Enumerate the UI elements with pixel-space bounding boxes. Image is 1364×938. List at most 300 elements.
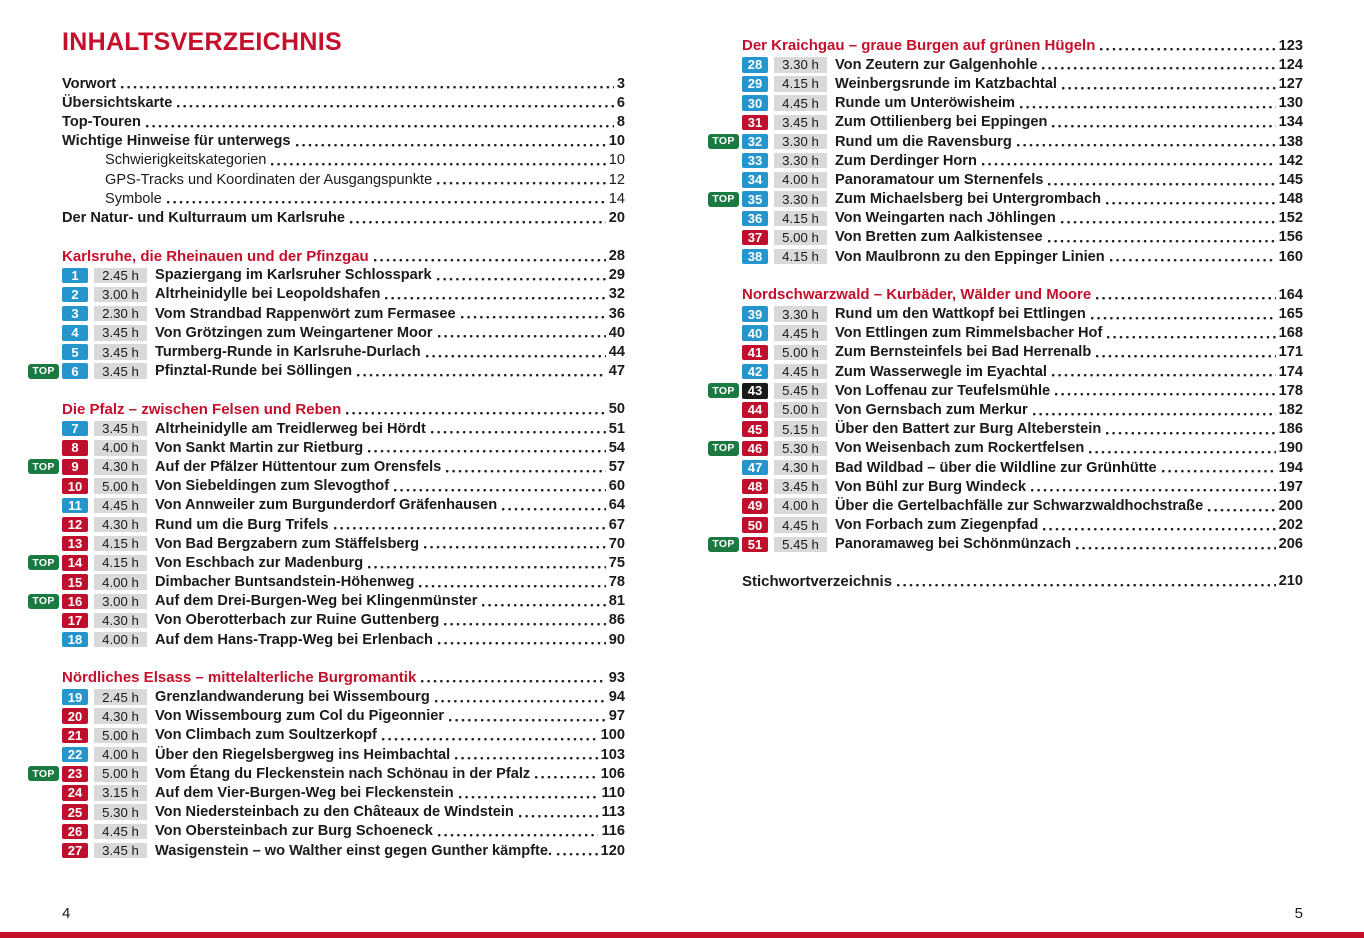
tour-title: Pfinztal-Runde bei Söllingen [155, 363, 353, 380]
tour-number-badge: 28 [742, 57, 768, 73]
tour-row [712, 190, 1303, 209]
tour-duration: 3.45 h [94, 843, 147, 859]
entry-page-number: 6 [616, 94, 625, 111]
dot-leader [461, 316, 606, 319]
tour-page-number: 113 [601, 804, 625, 821]
tour-duration: 3.45 h [94, 421, 147, 437]
section-heading-row [62, 400, 625, 419]
front-matter-row [62, 112, 625, 131]
tour-row [62, 496, 625, 515]
tour-row [62, 285, 625, 304]
tour-title: Von Bad Bergzabern zum Stäffelsberg [155, 535, 420, 552]
tour-number-badge: 25 [62, 804, 88, 820]
tour-title: Von Sankt Martin zur Rietburg [155, 439, 364, 456]
tour-row [742, 420, 1303, 439]
tour-duration: 4.30 h [94, 613, 147, 629]
tour-title: Grenzlandwanderung bei Wissembourg [155, 689, 430, 706]
tour-duration: 4.45 h [94, 824, 147, 840]
tour-row [742, 477, 1303, 496]
tour-page-number: 97 [608, 708, 625, 725]
tour-page-number: 130 [1278, 95, 1303, 112]
tour-number-badge: 33 [742, 153, 768, 169]
tour-title: Von Eschbach zur Madenburg [155, 554, 364, 571]
dot-leader [431, 431, 606, 434]
tour-row [742, 94, 1303, 113]
tour-duration: 4.45 h [94, 498, 147, 514]
tour-duration: 5.30 h [94, 804, 147, 820]
tour-page-number: 67 [608, 516, 625, 533]
tour-title: Vom Étang du Fleckenstein nach Schönau in der Pfalz [155, 765, 531, 782]
dot-leader [1061, 221, 1276, 224]
tour-row [62, 803, 625, 822]
tour-row [62, 304, 625, 323]
tour-title: Von Climbach zum Soultzerkopf [155, 727, 377, 744]
dot-leader [394, 489, 606, 492]
tour-title: Weinbergsrunde im Katzbachtal [835, 75, 1057, 92]
tour-row [62, 419, 625, 438]
toc-section [712, 36, 1303, 266]
tour-number-badge: 17 [62, 613, 88, 629]
tour-duration: 3.15 h [94, 785, 147, 801]
tour-number-badge: 48 [742, 479, 768, 495]
dot-leader [419, 585, 605, 588]
dot-leader [1055, 393, 1276, 396]
tour-row [62, 707, 625, 726]
tour-title: Bad Wildbad – über die Wildline zur Grünhütte [835, 459, 1157, 476]
tour-page-number: 94 [608, 689, 625, 706]
tour-number-badge: 6 [62, 363, 88, 379]
tour-title: Altrheinidylle am Treidlerweg bei Hördt [155, 420, 426, 437]
dot-leader [382, 738, 598, 741]
dot-leader [1110, 259, 1276, 262]
tour-number-badge: 34 [742, 172, 768, 188]
dot-leader [1106, 432, 1275, 435]
dot-leader [296, 144, 606, 147]
dot-leader [459, 796, 599, 799]
tour-row [62, 611, 625, 630]
tour-title: Panoramaweg bei Schönmünzach [835, 536, 1071, 553]
tour-row [742, 151, 1303, 170]
tour-number-badge: 49 [742, 498, 768, 514]
tour-page-number: 171 [1278, 344, 1303, 361]
tour-row [742, 516, 1303, 535]
tour-row [32, 457, 625, 476]
tour-duration: 4.15 h [94, 536, 147, 552]
dot-leader [446, 470, 606, 473]
section-title: Nördliches Elsass – mittelalterliche Burgromantik [62, 669, 417, 687]
tour-row [742, 228, 1303, 247]
dot-leader [1062, 87, 1276, 90]
entry-label: Schwierigkeitskategorien [105, 152, 267, 169]
tour-page-number: 182 [1278, 401, 1303, 418]
tour-row [62, 630, 625, 649]
tour-title: Von Wissembourg zum Col du Pigeonnier [155, 708, 445, 725]
page-title: INHALTSVERZEICHNIS [62, 28, 342, 56]
tour-page-number: 127 [1278, 75, 1303, 92]
tour-page-number: 57 [608, 458, 625, 475]
tour-list [32, 266, 625, 381]
tour-title: Von Maulbronn zu den Eppinger Linien [835, 248, 1105, 265]
entry-page-number: 20 [608, 209, 625, 226]
tour-title: Auf dem Hans-Trapp-Weg bei Erlenbach [155, 631, 433, 648]
dot-leader [1100, 48, 1275, 51]
front-matter-row [62, 170, 625, 189]
tour-row [62, 841, 625, 860]
tour-duration: 4.15 h [774, 76, 827, 92]
tour-number-badge: 16 [62, 594, 88, 610]
top-badge: TOP [708, 134, 739, 149]
dot-leader [438, 642, 606, 645]
tour-duration: 5.45 h [774, 537, 827, 553]
tour-duration: 3.45 h [774, 115, 827, 131]
tour-title: Rund um den Wattkopf bei Ettlingen [835, 306, 1086, 323]
tour-number-badge: 38 [742, 249, 768, 265]
tour-row [32, 553, 625, 572]
dot-leader [502, 508, 606, 511]
tour-number-badge: 24 [62, 785, 88, 801]
tour-page-number: 206 [1278, 536, 1303, 553]
tour-title: Von Weingarten nach Jöhlingen [835, 210, 1056, 227]
tour-page-number: 178 [1278, 382, 1303, 399]
dot-leader [557, 853, 598, 856]
entry-page-number: 8 [616, 113, 625, 130]
tour-row [712, 381, 1303, 400]
tour-duration: 4.15 h [774, 249, 827, 265]
tour-number-badge: 15 [62, 574, 88, 590]
dot-leader [1042, 67, 1275, 70]
tour-number-badge: 19 [62, 689, 88, 705]
tour-number-badge: 14 [62, 555, 88, 571]
tour-duration: 3.30 h [774, 57, 827, 73]
top-badge: TOP [28, 594, 59, 609]
entry-page-number: 12 [608, 171, 625, 188]
tour-number-badge: 30 [742, 95, 768, 111]
section-heading-row [62, 247, 625, 266]
tour-duration: 4.45 h [774, 95, 827, 111]
tour-page-number: 32 [608, 286, 625, 303]
dot-leader [121, 86, 614, 89]
entry-label: Wichtige Hinweise für unterwegs [62, 133, 291, 150]
tour-duration: 2.45 h [94, 268, 147, 284]
tour-title: Von Siebeldingen zum Slevogthof [155, 478, 390, 495]
dot-leader [1043, 528, 1275, 531]
tour-duration: 4.00 h [774, 498, 827, 514]
tour-number-badge: 10 [62, 478, 88, 494]
tour-duration: 5.00 h [774, 345, 827, 361]
tour-title: Von Ettlingen zum Rimmelsbacher Hof [835, 325, 1103, 342]
section-page-number: 93 [608, 669, 625, 686]
tour-number-badge: 40 [742, 325, 768, 341]
entry-page-number: 10 [608, 133, 625, 150]
front-matter-row [62, 93, 625, 112]
tour-number-badge: 5 [62, 344, 88, 360]
index-label: Stichwortverzeichnis [742, 572, 893, 590]
index-page-number: 210 [1278, 573, 1303, 590]
tour-page-number: 148 [1278, 191, 1303, 208]
toc-section [712, 285, 1303, 554]
tour-row [742, 343, 1303, 362]
tour-title: Vom Strandbad Rappenwört zum Fermasee [155, 305, 456, 322]
tour-duration: 4.00 h [94, 632, 147, 648]
tour-page-number: 110 [601, 784, 625, 801]
tour-duration: 4.15 h [94, 555, 147, 571]
tour-row [62, 726, 625, 745]
tour-number-badge: 4 [62, 325, 88, 341]
tour-duration: 3.30 h [774, 306, 827, 322]
tour-title: Runde um Unteröwisheim [835, 95, 1016, 112]
tour-duration: 3.45 h [94, 344, 147, 360]
tour-page-number: 47 [608, 363, 625, 380]
section-title: Der Kraichgau – graue Burgen auf grünen Hügeln [742, 37, 1096, 55]
toc-section [32, 400, 625, 649]
tour-page-number: 103 [600, 746, 625, 763]
tour-number-badge: 13 [62, 536, 88, 552]
toc-section [32, 247, 625, 381]
tour-duration: 3.30 h [774, 134, 827, 150]
dot-leader [444, 623, 605, 626]
tour-list [712, 304, 1303, 553]
entry-label: GPS-Tracks und Koordinaten der Ausgangspunkte [105, 171, 433, 188]
left-page-column [32, 28, 625, 860]
tour-duration: 3.30 h [774, 153, 827, 169]
tour-number-badge: 8 [62, 440, 88, 456]
tour-title: Turmberg-Runde in Karlsruhe-Durlach [155, 344, 421, 361]
tour-row [62, 438, 625, 457]
tour-number-badge: 36 [742, 211, 768, 227]
tour-duration: 5.30 h [774, 441, 827, 457]
tour-number-badge: 31 [742, 115, 768, 131]
tour-number-badge: 3 [62, 306, 88, 322]
tour-number-badge: 11 [62, 498, 88, 514]
tour-number-badge: 45 [742, 421, 768, 437]
tour-page-number: 106 [600, 765, 625, 782]
tour-duration: 4.15 h [774, 211, 827, 227]
dot-leader [1107, 336, 1275, 339]
entry-page-number: 14 [608, 190, 625, 207]
tour-duration: 4.30 h [94, 517, 147, 533]
right-sections [712, 36, 1303, 554]
dot-leader [1096, 355, 1275, 358]
section-page-number: 164 [1278, 286, 1303, 303]
tour-row [62, 687, 625, 706]
tour-row [62, 323, 625, 342]
dot-leader [982, 163, 1276, 166]
dot-leader [1091, 317, 1276, 320]
tour-title: Von Weisenbach zum Rockertfelsen [835, 440, 1085, 457]
tour-title: Rund um die Ravensburg [835, 133, 1012, 150]
tour-page-number: 120 [600, 842, 625, 859]
dot-leader [437, 182, 606, 185]
tour-row [742, 304, 1303, 323]
tour-title: Panoramatour um Sternenfels [835, 171, 1044, 188]
tour-page-number: 54 [608, 439, 625, 456]
dot-leader [334, 527, 606, 530]
right-page-number: 5 [1294, 905, 1303, 922]
tour-duration: 4.45 h [774, 517, 827, 533]
top-badge: TOP [708, 537, 739, 552]
tour-duration: 5.00 h [94, 728, 147, 744]
entry-label: Übersichtskarte [62, 94, 173, 111]
tour-row [32, 592, 625, 611]
dot-leader [1017, 144, 1276, 147]
dot-leader [1048, 183, 1275, 186]
dot-leader [1048, 240, 1276, 243]
tour-title: Zum Ottilienberg bei Eppingen [835, 114, 1048, 131]
tour-title: Über den Battert zur Burg Alteberstein [835, 421, 1102, 438]
tour-number-badge: 9 [62, 459, 88, 475]
dot-leader [438, 834, 599, 837]
dot-leader [535, 776, 597, 779]
tour-row [62, 783, 625, 802]
tour-number-badge: 23 [62, 766, 88, 782]
tour-number-badge: 2 [62, 287, 88, 303]
top-badge: TOP [708, 192, 739, 207]
dot-leader [438, 335, 606, 338]
dot-leader [146, 125, 614, 128]
tour-title: Wasigenstein – wo Walther einst gegen Gunther kämpfte. [155, 842, 553, 859]
tour-page-number: 70 [608, 535, 625, 552]
dot-leader [368, 450, 606, 453]
tour-duration: 4.30 h [774, 460, 827, 476]
bottom-red-strip [0, 932, 1364, 938]
tour-row [62, 342, 625, 361]
dot-leader [421, 680, 605, 683]
tour-duration: 3.00 h [94, 594, 147, 610]
tour-number-badge: 18 [62, 632, 88, 648]
tour-list [712, 55, 1303, 266]
tour-title: Von Bühl zur Burg Windeck [835, 478, 1026, 495]
tour-number-badge: 37 [742, 230, 768, 246]
tour-row [742, 247, 1303, 266]
dot-leader [350, 221, 606, 224]
tour-row [62, 822, 625, 841]
dot-leader [1052, 125, 1275, 128]
tour-page-number: 200 [1278, 497, 1303, 514]
dot-leader [1031, 489, 1276, 492]
tour-page-number: 194 [1278, 459, 1303, 476]
tour-number-badge: 46 [742, 441, 768, 457]
tour-number-badge: 35 [742, 191, 768, 207]
top-badge: TOP [708, 441, 739, 456]
dot-leader [357, 374, 606, 377]
tour-duration: 5.00 h [774, 230, 827, 246]
dot-leader [435, 700, 606, 703]
tour-page-number: 165 [1278, 306, 1303, 323]
tour-duration: 5.00 h [94, 478, 147, 494]
entry-page-number: 10 [608, 152, 625, 169]
tour-title: Über den Riegelsbergweg ins Heimbachtal [155, 746, 451, 763]
tour-number-badge: 43 [742, 383, 768, 399]
tour-page-number: 145 [1278, 171, 1303, 188]
section-page-number: 50 [608, 401, 625, 418]
tour-title: Von Annweiler zum Burgunderdorf Gräfenhausen [155, 497, 498, 514]
tour-duration: 5.00 h [774, 402, 827, 418]
tour-title: Auf dem Drei-Burgen-Weg bei Klingenmünster [155, 593, 478, 610]
top-badge: TOP [28, 555, 59, 570]
entry-page-number: 3 [616, 75, 625, 92]
front-matter-row [62, 132, 625, 151]
dot-leader [1020, 106, 1276, 109]
dot-leader [346, 412, 606, 415]
tour-row [742, 458, 1303, 477]
tour-row [32, 764, 625, 783]
tour-title: Von Obersteinbach zur Burg Schoeneck [155, 823, 433, 840]
dot-leader [1052, 374, 1276, 377]
dot-leader [374, 259, 606, 262]
tour-row [62, 534, 625, 553]
toc-section [32, 668, 625, 860]
front-matter-row [62, 74, 625, 93]
dot-leader [519, 815, 599, 818]
index-entry-row [742, 572, 1303, 591]
dot-leader [1033, 413, 1276, 416]
top-badge: TOP [28, 364, 59, 379]
tour-title: Altrheinidylle bei Leopoldshafen [155, 286, 381, 303]
tour-title: Zum Bernsteinfels bei Bad Herrenalb [835, 344, 1092, 361]
tour-duration: 4.00 h [94, 574, 147, 590]
tour-page-number: 60 [608, 478, 625, 495]
tour-page-number: 197 [1278, 478, 1303, 495]
dot-leader [385, 297, 605, 300]
dot-leader [897, 584, 1276, 587]
tour-title: Von Zeutern zur Galgenhohle [835, 56, 1038, 73]
tour-duration: 5.00 h [94, 766, 147, 782]
tour-duration: 5.45 h [774, 383, 827, 399]
tour-title: Auf dem Vier-Burgen-Weg bei Fleckenstein [155, 784, 454, 801]
tour-duration: 4.45 h [774, 325, 827, 341]
tour-number-badge: 20 [62, 708, 88, 724]
tour-page-number: 78 [608, 574, 625, 591]
tour-duration: 4.00 h [94, 747, 147, 763]
tour-page-number: 152 [1278, 210, 1303, 227]
tour-page-number: 202 [1278, 517, 1303, 534]
dot-leader [368, 566, 606, 569]
dot-leader [1076, 547, 1276, 550]
tour-number-badge: 32 [742, 134, 768, 150]
tour-row [62, 515, 625, 534]
tour-row [742, 74, 1303, 93]
tour-duration: 4.45 h [774, 364, 827, 380]
tour-page-number: 29 [608, 267, 625, 284]
tour-title: Rund um die Burg Trifels [155, 516, 329, 533]
tour-duration: 2.30 h [94, 306, 147, 322]
section-title: Nordschwarzwald – Kurbäder, Wälder und Moore [742, 286, 1092, 304]
tour-title: Von Grötzingen zum Weingartener Moor [155, 324, 433, 341]
section-page-number: 123 [1278, 37, 1303, 54]
tour-title: Von Loffenau zur Teufelsmühle [835, 382, 1051, 399]
tour-row [62, 266, 625, 285]
tour-page-number: 44 [608, 344, 625, 361]
tour-duration: 3.45 h [94, 325, 147, 341]
tour-title: Auf der Pfälzer Hüttentour zum Orensfels [155, 458, 442, 475]
tour-duration: 3.45 h [94, 363, 147, 379]
section-title: Die Pfalz – zwischen Felsen und Reben [62, 400, 342, 418]
tour-title: Von Forbach zum Ziegenpfad [835, 517, 1039, 534]
tour-title: Zum Wasserwegle im Eyachtal [835, 363, 1047, 380]
tour-row [742, 400, 1303, 419]
tour-page-number: 142 [1278, 152, 1303, 169]
tour-duration: 4.30 h [94, 459, 147, 475]
dot-leader [1089, 451, 1275, 454]
tour-row [742, 324, 1303, 343]
section-title: Karlsruhe, die Rheinauen und der Pfinzgau [62, 247, 369, 265]
tour-title: Spaziergang im Karlsruher Schlosspark [155, 267, 432, 284]
tour-number-badge: 21 [62, 728, 88, 744]
top-badge: TOP [708, 383, 739, 398]
tour-row [742, 496, 1303, 515]
entry-label: Top-Touren [62, 113, 141, 130]
tour-row [62, 477, 625, 496]
